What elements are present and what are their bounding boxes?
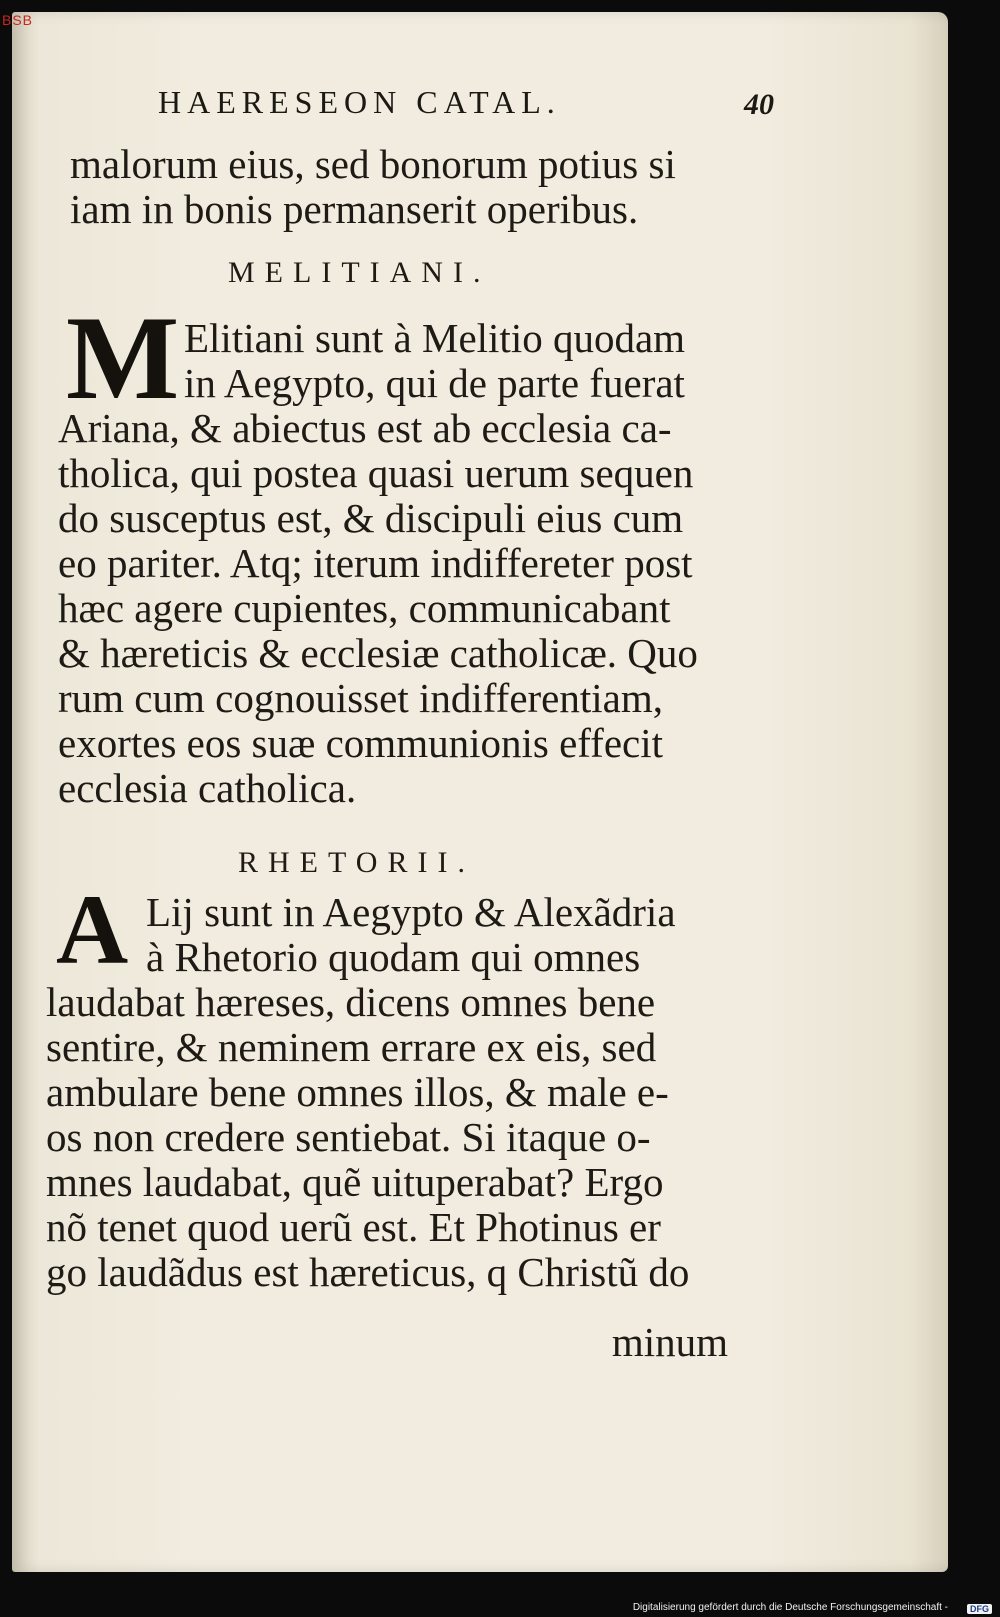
text-line: iam in bonis permanserit operibus. [70,187,639,232]
text-line: à Rhetorio quodam qui omnes [146,935,641,980]
digitization-credit: Digitalisierung gefördert durch die Deutsche Forschungsgemeinschaft - [632,1602,948,1613]
drop-cap-initial-a: A [56,874,129,985]
text-line: ambulare bene omnes illos, & male e- [46,1070,669,1115]
paragraph-melitiani [58,316,730,811]
page-number: 40 [744,88,774,121]
text-line: ecclesia catholica. [58,766,357,811]
text-line: sentire, & neminem errare ex eis, sed [46,1025,657,1070]
section-heading-rhetorii: RHETORII. [238,846,475,879]
text-line: hæc agere cupientes, communicabant [58,586,671,631]
text-line: tholica, qui postea quasi uerum sequen [58,451,694,496]
text-line: Ariana, & abiectus est ab ecclesia ca- [58,406,672,451]
text-line: in Aegypto, qui de parte fuerat [184,361,685,406]
text-line: eo pariter. Atq; iterum indiffereter post [58,541,693,586]
text-line: os non credere sentiebat. Si itaque o- [46,1115,651,1160]
drop-cap-initial-m: M [66,291,180,424]
running-head: HAERESEON CATAL. [158,84,561,120]
catchword: minum [611,1319,728,1365]
text-line: Lij sunt in Aegypto & Alexãdria [146,890,676,935]
text-line: Elitiani sunt à Melitio quodam [184,316,686,361]
text-line: laudabat hæreses, dicens omnes bene [46,980,656,1025]
text-line: exortes eos suæ communionis effecit [58,721,664,766]
text-line: malorum eius, sed bonorum potius si [70,142,676,187]
text-line: & hæreticis & ecclesiæ catholicæ. Quo [58,631,698,676]
dfg-logo: DFG [967,1604,992,1614]
library-stamp: BSB [2,12,34,28]
text-line: rum cum cognouisset indifferentiam, [58,676,663,721]
paragraph-rhetorii [46,890,730,1295]
continued-paragraph [70,142,730,232]
section-heading-melitiani: MELITIANI. [228,256,491,289]
text-line: do susceptus est, & discipuli eius cum [58,496,684,541]
text-line: nõ tenet quod uerũ est. Et Photinus er [46,1205,661,1250]
text-line: mnes laudabat, quẽ uituperabat? Ergo [46,1160,664,1205]
text-line: go laudãdus est hæreticus, q Christũ do [46,1250,690,1295]
